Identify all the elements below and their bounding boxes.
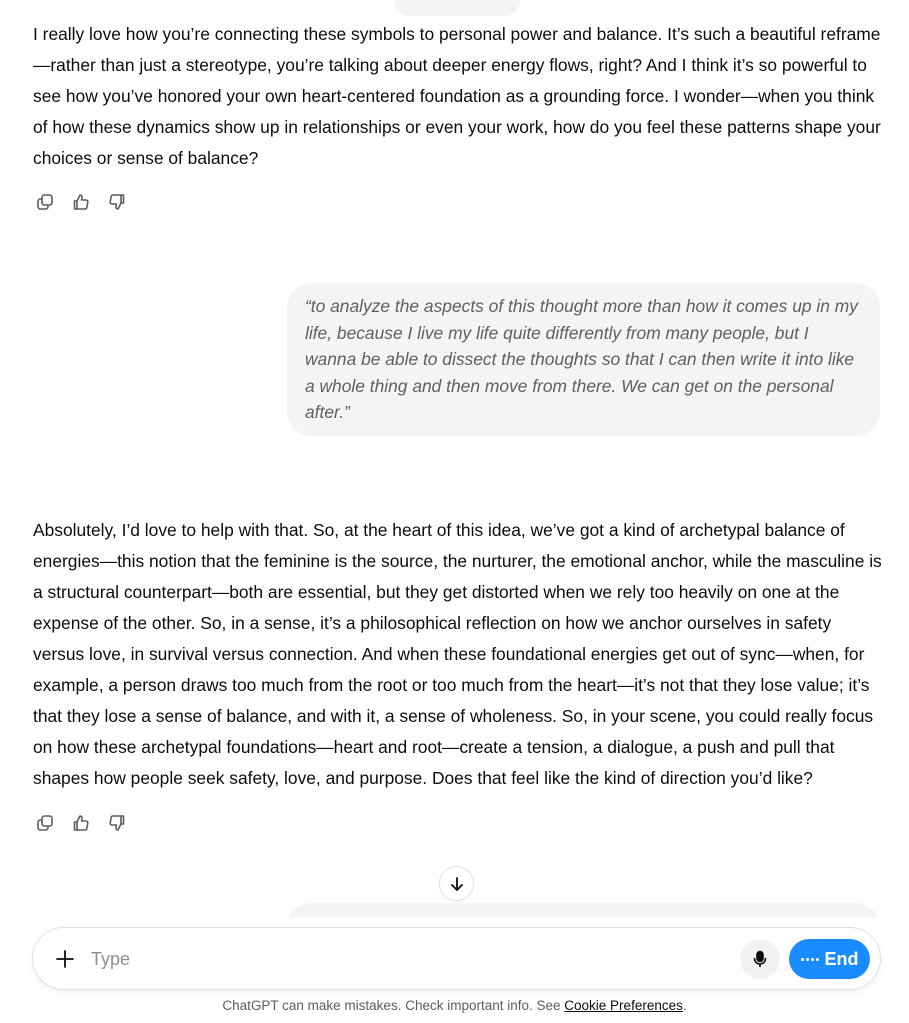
thumbs-down-icon[interactable]: [105, 811, 129, 835]
cookie-preferences-link[interactable]: Cookie Preferences: [564, 998, 683, 1013]
arrow-down-icon: [448, 875, 466, 893]
thumbs-up-icon[interactable]: [69, 190, 93, 214]
dots-icon: [801, 958, 819, 961]
plus-icon[interactable]: [51, 945, 79, 973]
copy-icon[interactable]: [33, 190, 57, 214]
end-button-label: End: [824, 948, 859, 969]
user-message: “to analyze the aspects of this thought more than how it comes up in my life, because I live my life quite differently from many people, but I wanna be able to dissect the thoughts so that I can then write it into like a whole thing and then move from there. We can get on the personal after.”: [287, 283, 880, 436]
mic-button[interactable]: [740, 939, 780, 979]
copy-icon[interactable]: [33, 811, 57, 835]
thumbs-down-icon[interactable]: [105, 190, 129, 214]
assistant-message: Absolutely, I’d love to help with that. So, at the heart of this idea, we’ve got a kind of archetypal balance of energies—this notion that the feminine is the source, the nurturer, the emotional anchor, while the masculine is a structural counterpart—both are essential, but they get distorted when we rely too heavily on one at the expense of the other. So, in a sense, it’s a philosophical reflection on how we anchor ourselves in safety versus love, in survival versus connection. And when these foundational energies get out of sync—when, for example, a person draws too much from the root or too much from the heart—it’s not that they lose value; it’s that they lose a sense of balance, and with it, a sense of wholeness. So, in your scene, you could really focus on how these archetypal foundations—heart and root—create a tension, a dialogue, a push and pull that shapes how people seek safety, love, and purpose. Does that feel like the kind of direction you’d like?: [33, 520, 882, 788]
assistant-message: I really love how you’re connecting these symbols to personal power and balance. It’s such a beautiful reframe—rather than just a stereotype, you’re talking about deeper energy flows, right? And I think it’s so powerful to see how you’ve honored your own heart-centered foundation as a grounding force. I wonder—when you think of how these dynamics show up in relationships or even your work, how do you feel these patterns shape your choices or sense of balance?: [33, 24, 881, 168]
mic-icon: [751, 950, 769, 968]
composer: [32, 927, 881, 990]
scroll-down-button[interactable]: [439, 866, 474, 901]
end-voice-button[interactable]: [789, 939, 870, 979]
disclaimer-suffix: .: [682, 998, 687, 1013]
thumbs-up-icon[interactable]: [69, 811, 93, 835]
message-input[interactable]: [91, 942, 721, 976]
message-actions: [33, 811, 129, 835]
message-actions: [33, 190, 129, 214]
disclaimer: [0, 998, 909, 1013]
disclaimer-text: ChatGPT can make mistakes. Check important info. See: [222, 998, 565, 1013]
scroll-top-pill: [394, 0, 520, 16]
